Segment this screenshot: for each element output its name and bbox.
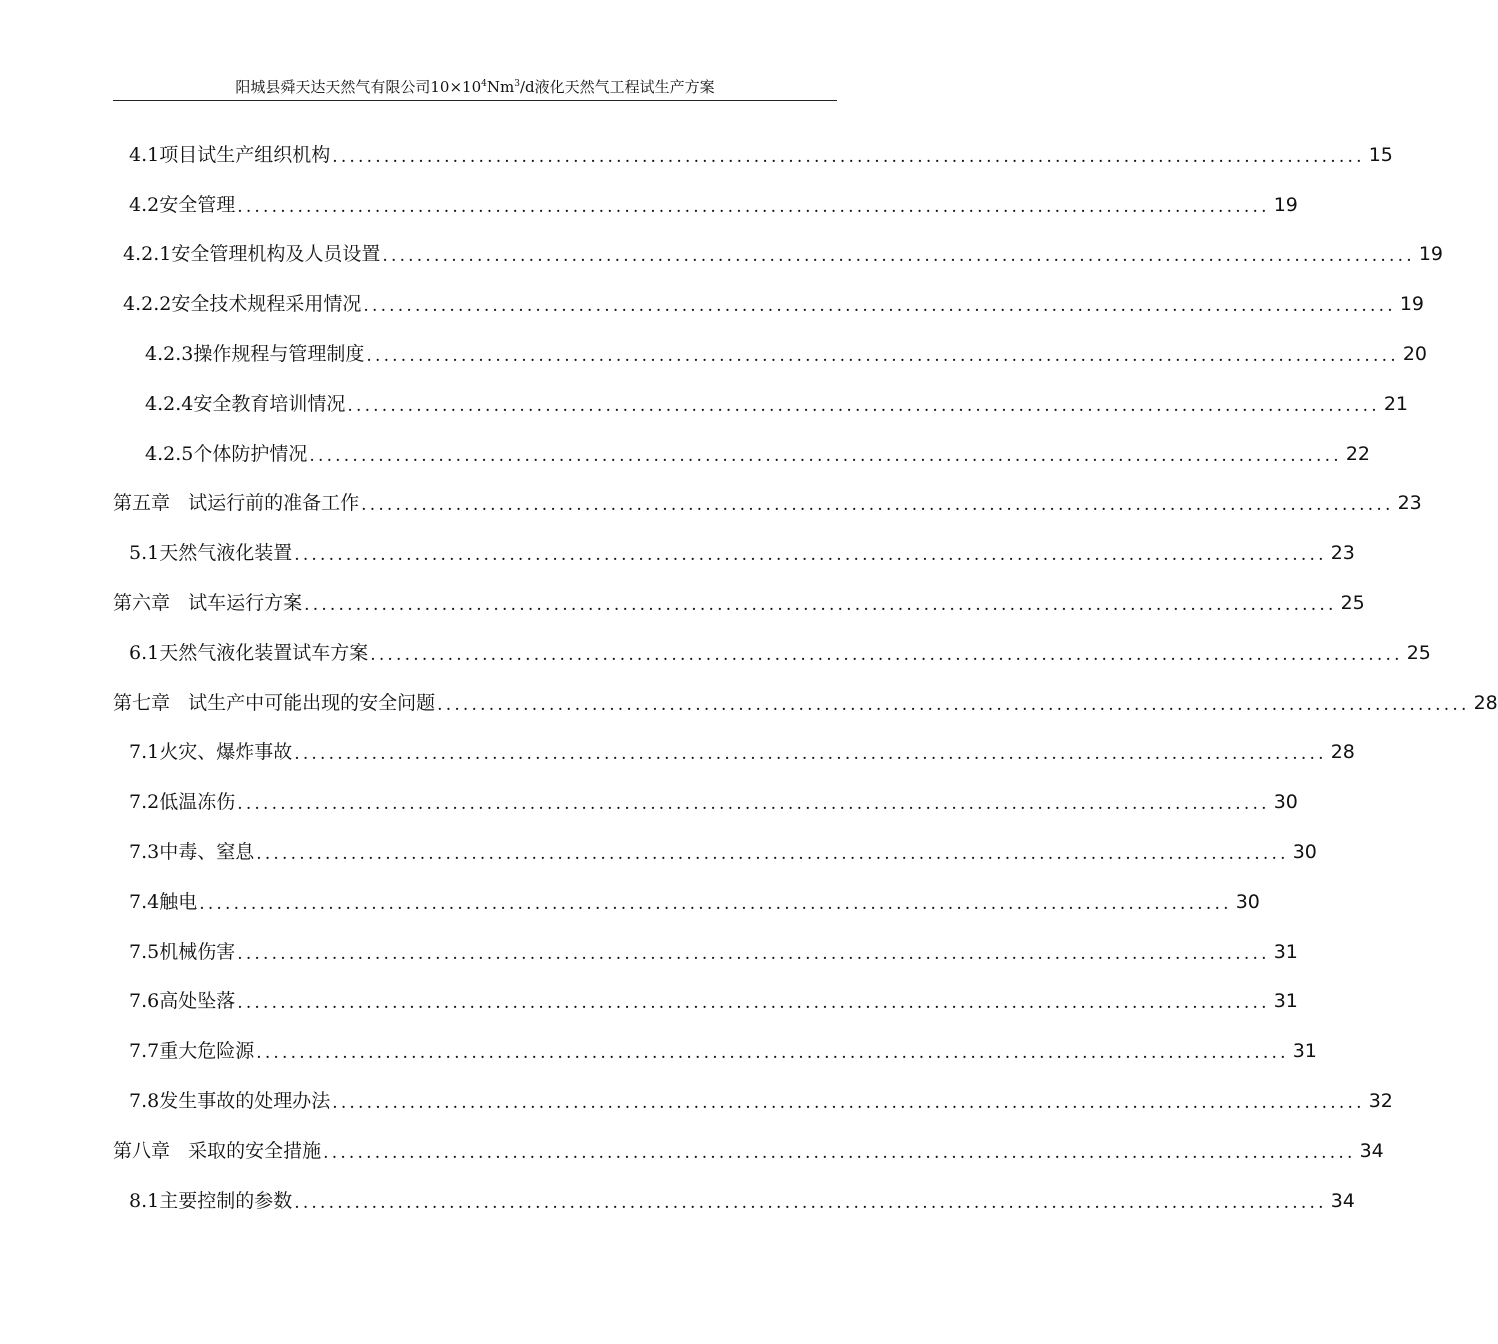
toc-leader-dots: ........................................................................................................................ xyxy=(199,893,1232,914)
toc-leader-dots: ........................................................................................................................ xyxy=(256,1043,1289,1064)
toc-entry[interactable] xyxy=(113,479,1422,529)
toc-entry-page: 23 xyxy=(1330,542,1355,565)
toc-entry[interactable] xyxy=(113,578,1365,628)
toc-entry-page: 25 xyxy=(1406,641,1431,664)
toc-entry[interactable] xyxy=(113,1076,1393,1126)
toc-entry[interactable] xyxy=(113,180,1298,230)
toc-entry-page: 25 xyxy=(1340,592,1365,615)
toc-entry[interactable] xyxy=(113,728,1355,778)
toc-entry[interactable] xyxy=(113,528,1355,578)
toc-entry-page: 19 xyxy=(1273,193,1298,216)
toc-entry[interactable] xyxy=(113,130,1393,180)
toc-entry-page: 30 xyxy=(1273,791,1298,814)
toc-leader-dots: ........................................................................................................................ xyxy=(294,1192,1327,1213)
toc-entry-page: 34 xyxy=(1330,1189,1355,1212)
toc-entry-page: 28 xyxy=(1473,691,1498,714)
toc-entry-page: 34 xyxy=(1359,1139,1384,1162)
toc-entry-label: 第六章 试车运行方案 xyxy=(113,592,303,615)
toc-leader-dots: ........................................................................................................................ xyxy=(237,943,1270,964)
toc-entry[interactable] xyxy=(113,1026,1317,1076)
toc-entry[interactable] xyxy=(113,678,1498,728)
toc-entry-label: 7.4触电 xyxy=(129,890,198,913)
toc-entry-page: 23 xyxy=(1397,492,1422,515)
toc-entry[interactable] xyxy=(113,329,1428,379)
toc-leader-dots: ........................................................................................................................ xyxy=(370,644,1403,665)
toc-entry-label: 6.1天然气液化装置试车方案 xyxy=(129,641,369,664)
toc-entry[interactable] xyxy=(113,777,1298,827)
toc-leader-dots: ........................................................................................................................ xyxy=(304,595,1337,616)
toc-leader-dots: ........................................................................................................................ xyxy=(366,346,1399,367)
toc-entry-label: 8.1主要控制的参数 xyxy=(129,1189,293,1212)
toc-leader-dots: ........................................................................................................................ xyxy=(361,495,1394,516)
toc-leader-dots: ........................................................................................................................ xyxy=(294,545,1327,566)
toc-entry[interactable] xyxy=(113,279,1425,329)
toc-entry-page: 15 xyxy=(1368,143,1393,166)
toc-entry-label: 第七章 试生产中可能出现的安全问题 xyxy=(113,691,436,714)
toc-entry[interactable] xyxy=(113,628,1431,678)
toc-leader-dots: ........................................................................................................................ xyxy=(237,196,1270,217)
toc-entry-label: 5.1天然气液化装置 xyxy=(129,542,293,565)
toc-entry-page: 32 xyxy=(1368,1090,1393,1113)
toc-entry-label: 7.8发生事故的处理办法 xyxy=(129,1090,331,1113)
toc-entry[interactable] xyxy=(113,977,1298,1027)
toc-entry-page: 30 xyxy=(1292,841,1317,864)
toc-entry-page: 19 xyxy=(1418,243,1444,266)
toc-entry-label: 4.2安全管理 xyxy=(129,193,236,216)
toc-entry[interactable] xyxy=(113,1126,1384,1176)
toc-entry-label: 第八章 采取的安全措施 xyxy=(113,1139,322,1162)
toc-entry-label: 7.5机械伤害 xyxy=(129,940,236,963)
toc-leader-dots: ........................................................................................................................ xyxy=(382,246,1415,267)
toc-leader-dots: ........................................................................................................................ xyxy=(294,744,1327,765)
toc-entry[interactable] xyxy=(113,1176,1355,1226)
toc-entry-page: 31 xyxy=(1292,1040,1317,1063)
table-of-contents xyxy=(113,130,1498,1226)
toc-leader-dots: ........................................................................................................................ xyxy=(332,146,1365,167)
toc-leader-dots: ........................................................................................................................ xyxy=(437,694,1470,715)
toc-entry-page: 19 xyxy=(1399,293,1425,316)
toc-leader-dots: ........................................................................................................................ xyxy=(309,445,1342,466)
toc-leader-dots: ........................................................................................................................ xyxy=(332,1093,1365,1114)
header-title-sup1: 4 xyxy=(481,79,487,89)
page-header xyxy=(113,76,837,101)
toc-entry-page: 20 xyxy=(1402,343,1428,366)
toc-leader-dots: ........................................................................................................................ xyxy=(347,395,1380,416)
toc-leader-dots: ........................................................................................................................ xyxy=(237,794,1270,815)
toc-entry-page: 31 xyxy=(1273,990,1298,1013)
toc-entry-page: 28 xyxy=(1330,741,1355,764)
toc-entry[interactable] xyxy=(113,827,1317,877)
toc-entry[interactable] xyxy=(113,927,1298,977)
toc-entry-label: 4.2.1安全管理机构及人员设置 xyxy=(123,243,381,266)
toc-leader-dots: ........................................................................................................................ xyxy=(237,993,1270,1014)
toc-leader-dots: ........................................................................................................................ xyxy=(323,1142,1356,1163)
toc-entry-label: 4.1项目试生产组织机构 xyxy=(129,143,331,166)
toc-entry-label: 7.6高处坠落 xyxy=(129,990,236,1013)
toc-entry-label: 7.7重大危险源 xyxy=(129,1040,255,1063)
toc-entry-page: 31 xyxy=(1273,940,1298,963)
toc-leader-dots: ........................................................................................................................ xyxy=(256,844,1289,865)
toc-entry-label: 7.1火灾、爆炸事故 xyxy=(129,741,293,764)
toc-entry-label: 第五章 试运行前的准备工作 xyxy=(113,492,360,515)
toc-entry-label: 4.2.3操作规程与管理制度 xyxy=(145,343,365,366)
toc-leader-dots: ........................................................................................................................ xyxy=(363,296,1396,317)
toc-entry-label: 4.2.5个体防护情况 xyxy=(145,442,308,465)
toc-entry[interactable] xyxy=(113,429,1371,479)
toc-entry[interactable] xyxy=(113,877,1260,927)
header-title-post: /d液化天然气工程试生产方案 xyxy=(519,78,715,96)
toc-entry-page: 22 xyxy=(1345,442,1371,465)
toc-entry-label: 7.3中毒、窒息 xyxy=(129,841,255,864)
toc-entry-page: 21 xyxy=(1383,392,1409,415)
toc-entry-label: 4.2.2安全技术规程采用情况 xyxy=(123,293,362,316)
toc-entry-page: 30 xyxy=(1235,890,1260,913)
toc-entry[interactable] xyxy=(113,230,1444,280)
header-title-sup2: 3 xyxy=(514,79,520,89)
toc-entry-label: 7.2低温冻伤 xyxy=(129,791,236,814)
toc-entry[interactable] xyxy=(113,379,1409,429)
toc-entry-label: 4.2.4安全教育培训情况 xyxy=(145,392,346,415)
header-title-mid: Nm xyxy=(486,78,515,96)
header-title-pre: 阳城县舜天达天然气有限公司10×10 xyxy=(235,78,482,96)
